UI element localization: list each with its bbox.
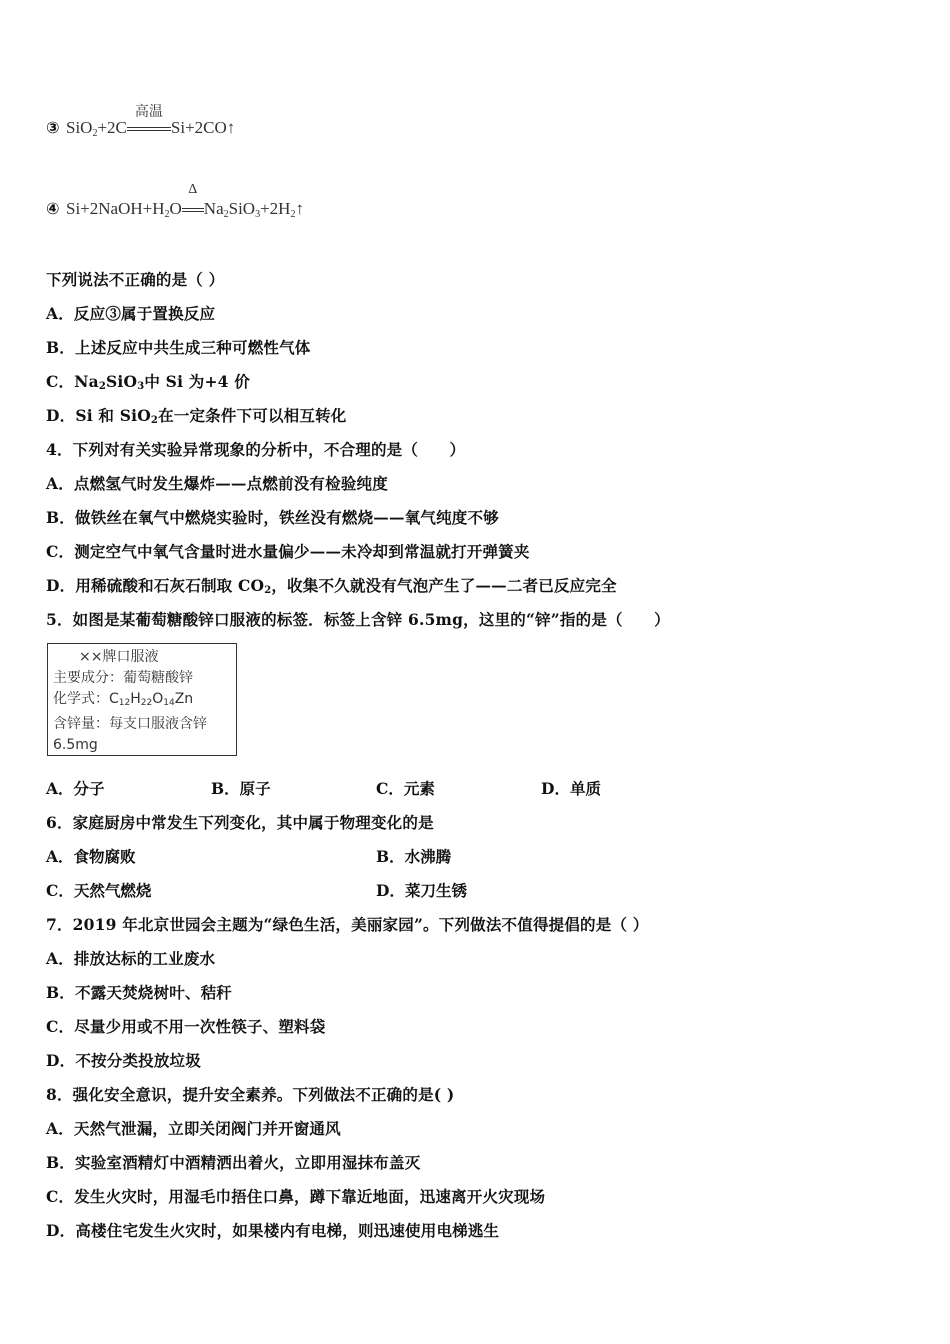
option-a: A．食物腐败 — [46, 847, 136, 866]
option-text: D．用稀硫酸和石灰石制取 CO — [46, 576, 265, 595]
equation-text: +2H — [260, 199, 291, 218]
subscript: 3 — [255, 209, 261, 220]
equation-number: ③ — [46, 118, 60, 137]
subscript: 2 — [150, 415, 159, 426]
subscript: 2 — [290, 209, 296, 220]
option-c: C．尽量少用或不用一次性筷子、塑料袋 — [46, 1017, 326, 1036]
option-a: A．点燃氢气时发生爆炸——点燃前没有检验纯度 — [46, 474, 388, 493]
question-stem: 下列说法不正确的是（ ） — [46, 270, 225, 289]
label-text: 化学式：C — [53, 691, 119, 707]
label-amount: 6.5mg — [53, 737, 98, 753]
equation-text: +2C — [97, 118, 127, 137]
option-a: A．排放达标的工业废水 — [46, 949, 216, 968]
option-a: A．分子 — [46, 779, 105, 798]
equation-3 — [46, 105, 236, 139]
option-a: A．天然气泄漏，立即关闭阀门并开窗通风 — [46, 1119, 341, 1138]
equation-4 — [46, 182, 304, 220]
equals-sign — [182, 208, 204, 212]
question-8-stem: 8．强化安全意识，提升安全素养。下列做法不正确的是( ) — [46, 1085, 455, 1104]
option-c: C．发生火灾时，用湿毛巾捂住口鼻，蹲下靠近地面，迅速离开火灾现场 — [46, 1187, 546, 1206]
reaction-condition — [182, 182, 204, 219]
equation-text: SiO — [228, 199, 256, 218]
condition-text: Δ — [188, 182, 198, 197]
option-text: D．Si 和 SiO — [46, 406, 151, 425]
option-b: B．原子 — [211, 779, 271, 798]
option-b: B．水沸腾 — [376, 847, 452, 866]
option-d — [46, 574, 617, 596]
label-title: ××牌口服液 — [79, 649, 159, 665]
equation-number: ④ — [46, 199, 60, 218]
label-ingredient: 主要成分：葡萄糖酸锌 — [53, 670, 193, 686]
label-text: Zn — [174, 691, 194, 707]
equation-text: Si+2CO↑ — [170, 118, 236, 137]
question-4-stem: 4．下列对有关实验异常现象的分析中，不合理的是（ ） — [46, 440, 466, 459]
option-b: B．做铁丝在氧气中燃烧实验时，铁丝没有燃烧——氧气纯度不够 — [46, 508, 499, 527]
subscript: 2 — [92, 128, 98, 139]
subscript: 2 — [98, 381, 107, 392]
option-text: C．Na — [46, 372, 99, 391]
option-c — [46, 370, 250, 392]
equation-text: Si+2NaOH+H — [66, 199, 165, 218]
option-a: A．反应③属于置换反应 — [46, 304, 216, 323]
option-d: D．高楼住宅发生火灾时，如果楼内有电梯，则迅速使用电梯逃生 — [46, 1221, 500, 1240]
option-d: D．单质 — [541, 779, 601, 798]
label-formula — [53, 689, 236, 714]
label-text: O — [152, 691, 164, 707]
question-6-stem: 6．家庭厨房中常发生下列变化，其中属于物理变化的是 — [46, 813, 434, 832]
equation-text: ↑ — [295, 199, 304, 218]
option-d: D．菜刀生锈 — [376, 881, 467, 900]
condition-text: 高温 — [134, 105, 163, 120]
option-text: ，收集不久就没有气泡产生了——二者已反应完全 — [271, 576, 617, 595]
reaction-condition — [127, 105, 171, 138]
question-5-stem: 5．如图是某葡萄糖酸锌口服液的标签．标签上含锌 6.5mg，这里的“锌”指的是（ ） — [46, 610, 670, 629]
option-d — [46, 404, 346, 426]
subscript: 12 — [118, 698, 131, 708]
option-text: SiO — [106, 372, 138, 391]
option-b: B．实验室酒精灯中酒精洒出着火，立即用湿抹布盖灭 — [46, 1153, 421, 1172]
subscript: 2 — [223, 209, 229, 220]
option-c: C．测定空气中氧气含量时进水量偏少——未冷却到常温就打开弹簧夹 — [46, 542, 530, 561]
option-b: B．不露天焚烧树叶、秸秆 — [46, 983, 233, 1002]
option-text: 在一定条件下可以相互转化 — [158, 406, 347, 425]
subscript: 2 — [264, 585, 272, 596]
label-text: H — [130, 691, 141, 707]
option-text: 中 Si 为+4 价 — [144, 372, 250, 391]
equation-text: Na — [203, 199, 224, 218]
subscript: 3 — [137, 381, 145, 392]
product-label-image — [47, 643, 237, 756]
equation-text: SiO — [66, 118, 93, 137]
subscript: 22 — [140, 698, 153, 708]
equals-sign — [127, 127, 171, 131]
option-c: C．元素 — [376, 779, 435, 798]
option-d: D．不按分类投放垃圾 — [46, 1051, 201, 1070]
option-b: B．上述反应中共生成三种可燃性气体 — [46, 338, 311, 357]
subscript: 2 — [164, 209, 170, 220]
option-c: C．天然气燃烧 — [46, 881, 152, 900]
subscript: 14 — [163, 698, 175, 708]
question-7-stem: 7．2019 年北京世园会主题为“绿色生活，美丽家园”。下列做法不值得提倡的是（ ） — [46, 915, 649, 934]
equation-text: O — [169, 199, 182, 218]
label-zinc-content: 含锌量：每支口服液含锌 — [53, 716, 207, 732]
